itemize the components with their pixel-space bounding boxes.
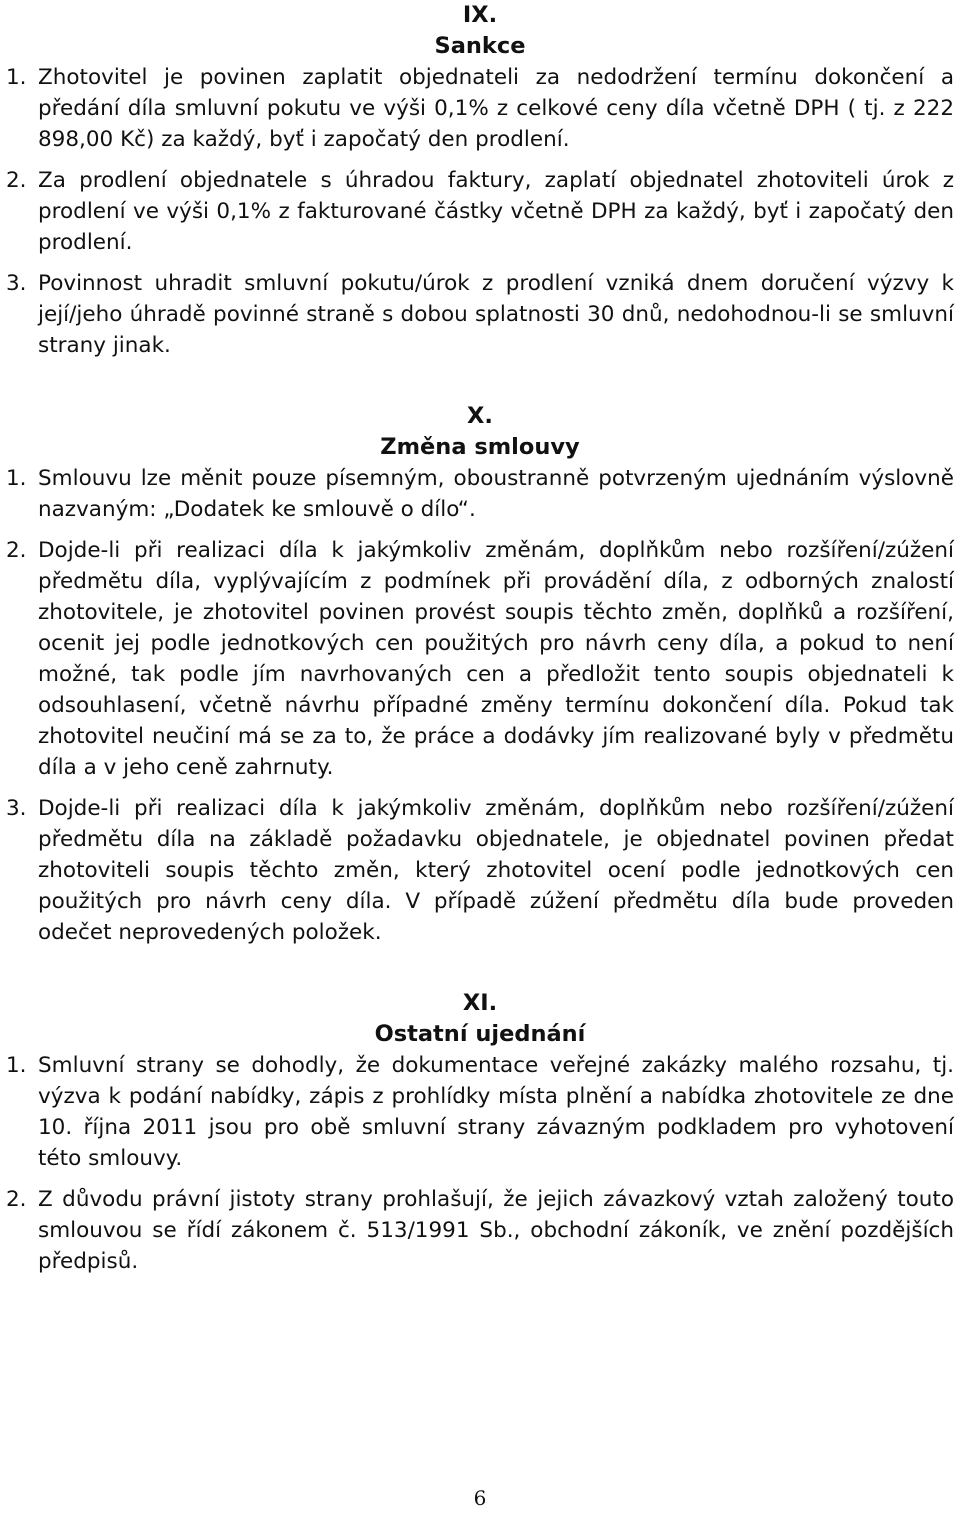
list-item bbox=[0, 535, 960, 783]
item-text: Povinnost uhradit smluvní pokutu/úrok z prodlení vzniká dnem doručení výzvy k její/jeho úhradě povinné straně s dobou splatnosti 30 dnů, nedohodnou-li se smluvní strany jinak. bbox=[38, 271, 954, 358]
item-text: Zhotovitel je povinen zaplatit objednateli za nedodržení termínu dokončení a předání díla smluvní pokutu ve výši 0,1% z celkové ceny díla včetně DPH ( tj. z 222 898,00 Kč) za každý, byť i započatý den prodlení. bbox=[38, 65, 954, 152]
item-number: 1. bbox=[6, 1053, 27, 1078]
section-title: Změna smlouvy bbox=[380, 434, 580, 460]
section-number: X. bbox=[467, 403, 493, 429]
item-number: 3. bbox=[6, 271, 27, 296]
item-number: 1. bbox=[6, 466, 27, 491]
item-number: 2. bbox=[6, 168, 27, 193]
item-text: Dojde-li při realizaci díla k jakýmkoliv změnám, doplňkům nebo rozšíření/zúžení předmětu díla, vyplývajícím z podmínek při provádění díla, z odborných znalostí zhotovitele, je zhotovitel povinen provést soupis těchto změn, doplňků a rozšíření, ocenit jej podle jednotkových cen použitých pro návrh ceny díla, a pokud to není možné, tak podle jím navrhovaných cen a předložit tento soupis objednateli k odsouhlasení, včetně návrhu případné změny termínu dokončení díla. Pokud tak zhotovitel neučiní má se za to, že práce a dodávky jím realizované byly v předmětu díla a v jeho ceně zahrnuty. bbox=[38, 538, 954, 780]
item-number: 1. bbox=[6, 65, 27, 90]
item-text: Smlouvu lze měnit pouze písemným, oboustranně potvrzeným ujednáním výslovně nazvaným: „Dodatek ke smlouvě o dílo“. bbox=[38, 466, 954, 522]
item-number: 2. bbox=[6, 1187, 27, 1212]
list-item bbox=[0, 793, 960, 948]
item-text: Dojde-li při realizaci díla k jakýmkoliv změnám, doplňkům nebo rozšíření/zúžení předmětu díla na základě požadavku objednatele, je objednatel povinen předat zhotoviteli soupis těchto změn, který zhotovitel ocení podle jednotkových cen použitých pro návrh ceny díla. V případě zúžení předmětu díla bude proveden odečet neprovedených položek. bbox=[38, 796, 954, 945]
section-title: Ostatní ujednání bbox=[374, 1021, 586, 1047]
item-text: Z důvodu právní jistoty strany prohlašují, že jejich závazkový vztah založený touto smlouvou se řídí zákonem č. 513/1991 Sb., obchodní zákoník, ve znění pozdějších předpisů. bbox=[38, 1187, 954, 1274]
list-item bbox=[0, 268, 960, 361]
section-xi bbox=[0, 988, 960, 1277]
list-item bbox=[0, 165, 960, 258]
section-number: IX. bbox=[462, 2, 498, 28]
list-item bbox=[0, 463, 960, 525]
section-number: XI. bbox=[462, 990, 498, 1016]
section-ix bbox=[0, 0, 960, 361]
item-text: Za prodlení objednatele s úhradou faktury, zaplatí objednatel zhotoviteli úrok z prodlení ve výši 0,1% z fakturované částky včetně DPH za každý, byť i započatý den prodlení. bbox=[38, 168, 954, 255]
item-number: 3. bbox=[6, 796, 27, 821]
section-title: Sankce bbox=[434, 33, 526, 59]
section-x bbox=[0, 401, 960, 948]
list-item bbox=[0, 1184, 960, 1277]
list-item bbox=[0, 62, 960, 155]
item-text: Smluvní strany se dohodly, že dokumentace veřejné zakázky malého rozsahu, tj. výzva k podání nabídky, zápis z prohlídky místa plnění a nabídka zhotovitele ze dne 10. října 2011 jsou pro obě smluvní strany závazným podkladem pro vyhotovení této smlouvy. bbox=[38, 1053, 954, 1171]
list-item bbox=[0, 1050, 960, 1174]
item-number: 2. bbox=[6, 538, 27, 563]
page-number: 6 bbox=[473, 1486, 487, 1510]
